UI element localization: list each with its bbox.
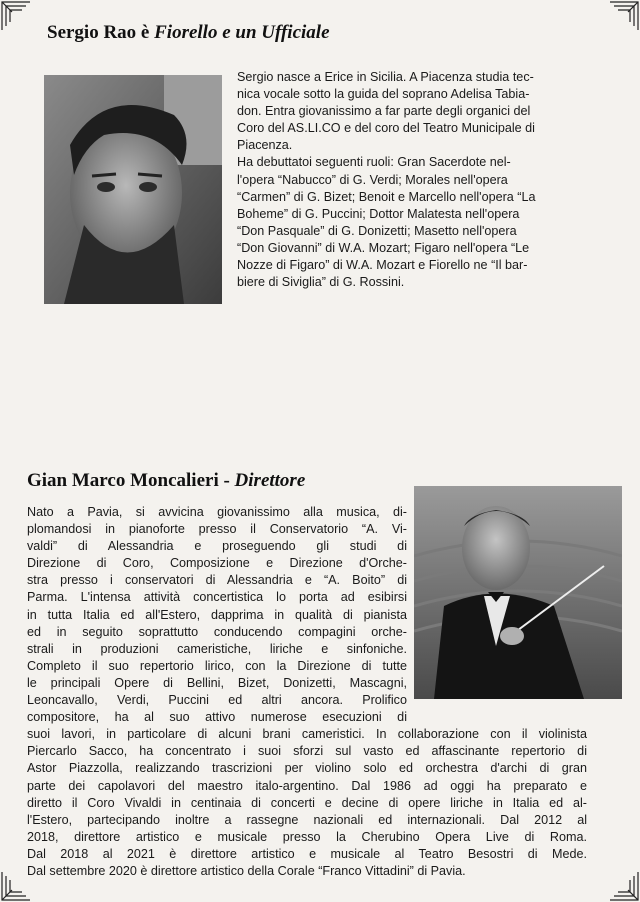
bio-line: diretto il Coro Vivaldi in centinaia di concerti e decine di opere liriche in Italia ed al-: [27, 795, 587, 810]
bio-line: plomandosi in pianoforte presso il Conservatorio “A. Vi-: [27, 522, 407, 537]
bio-line: Nozze di Figaro” di W.A. Mozart e Fiorello ne “Il bar-: [237, 258, 528, 273]
bio-line: Sergio nasce a Erice in Sicilia. A Piacenza studia tec-: [237, 70, 534, 84]
bio-line: Parma. L'intensa attività concertistica lo porta ad esibirsi: [27, 590, 407, 605]
bio-line: valdi” di Alessandria e proseguendo gli studi di: [27, 539, 407, 554]
bio-line: biere di Siviglia” di G. Rossini.: [237, 275, 405, 290]
bio-line: le principali Opere di Bellini, Bizet, Donizetti, Mascagni,: [27, 675, 407, 690]
performer-name: Gian Marco Moncalieri -: [27, 470, 230, 491]
bio-line: “Carmen” di G. Bizet; Benoit e Marcello nell'opera “La: [237, 189, 536, 204]
bio-gian-marco-moncalieri: [27, 504, 609, 880]
bio-line: don. Entra giovanissimo a far parte degli organici del: [237, 104, 531, 119]
performer-name: Sergio Rao è: [47, 22, 150, 43]
bio-line: Boheme” di G. Puccini; Dottor Malatesta nell'opera: [237, 206, 520, 221]
bio-line: nica vocale sotto la guida del soprano Adelisa Tabia-: [237, 87, 530, 102]
bio-line: Dal settembre 2020 è direttore artistico della Corale “Franco Vittadini” di Pavia.: [27, 863, 466, 878]
bio-line: Completo il suo repertorio lirico, con la Direzione di tutte: [27, 658, 407, 673]
bio-line: Nato a Pavia, si avvicina giovanissimo alla musica, di-: [27, 505, 407, 519]
bio-line: 2018, direttore artistico e musicale presso la Cherubino Opera Live di Roma.: [27, 829, 587, 844]
bio-line: “Don Pasquale” di G. Donizetti; Masetto nell'opera: [237, 223, 517, 238]
bio-line: l'Estero, partecipando inoltre a rassegne nazionali ed internazionali. Dal 2012 al: [27, 812, 587, 827]
section-heading-sergio-rao: [47, 22, 330, 44]
bio-line: Coro del AS.LI.CO e del coro del Teatro Municipale di: [237, 121, 535, 136]
bio-line: l'opera “Nabucco” di G. Verdi; Morales nell'opera: [237, 172, 508, 187]
bio-line: in tutta Italia ed all'Estero, dapprima in qualità di pianista: [27, 607, 407, 622]
bio-line: Leoncavallo, Verdi, Puccini ed altri ancora. Prolifico: [27, 693, 407, 708]
bio-line: Direzione di Coro, Composizione e Direzione d'Orche-: [27, 556, 407, 571]
bio-line: ed in seguito soprattutto conducendo compagini orche-: [27, 624, 407, 639]
bio-line: suoi lavori, in particolare di alcuni brani cameristici. In collaborazione con il violinista: [27, 727, 587, 742]
bio-line: stra presso i conservatori di Alessandria e “A. Boito” di: [27, 573, 407, 588]
performer-role: Fiorello e un Ufficiale: [154, 22, 330, 43]
corner-ornament-icon: [600, 0, 640, 40]
bio-line: Piercarlo Sacco, ha concentrato i suoi sforzi sul vasto ed affascinante repertorio di: [27, 744, 587, 759]
bio-sergio-rao: [237, 69, 613, 291]
bio-line: Ha debuttatoi seguenti ruoli: Gran Sacerdote nel-: [237, 155, 511, 170]
bio-line: Dal 2018 al 2021 è direttore artistico e musicale al Teatro Besostri di Mede.: [27, 846, 587, 861]
bio-line: Piacenza.: [237, 138, 293, 153]
bio-line: strali in produzioni cameristiche, liriche e sinfoniche.: [27, 641, 407, 656]
bio-line: parte dei capolavori del maestro italo-argentino. Dal 1986 ad oggi ha preparato e: [27, 778, 587, 793]
portrait-photo: [44, 75, 222, 304]
bio-line: “Don Giovanni” di W.A. Mozart; Figaro nell'opera “Le: [237, 240, 530, 255]
section-heading-gian-marco-moncalieri: [27, 470, 305, 492]
bio-line: compositore, ha al suo attivo numerose esecuzioni di: [27, 710, 407, 725]
bio-line: Astor Piazzolla, realizzando trascrizioni per violino solo ed orchestra d'archi di gran: [27, 761, 587, 776]
performer-role: Direttore: [234, 470, 306, 491]
corner-ornament-icon: [0, 0, 40, 40]
